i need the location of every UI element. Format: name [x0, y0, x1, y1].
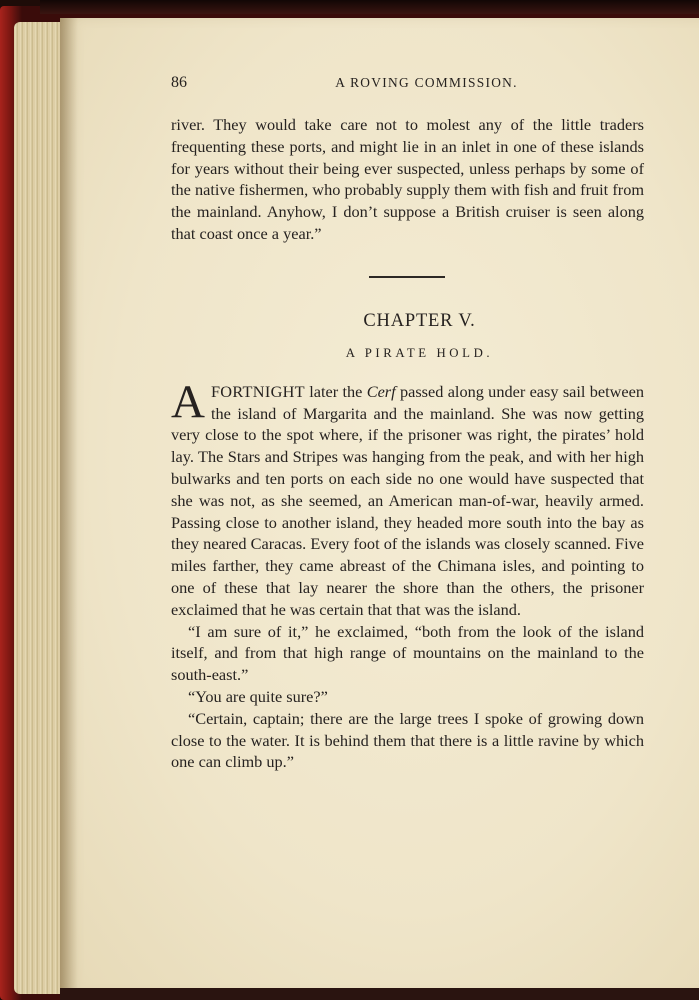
- ship-name: Cerf: [366, 381, 396, 401]
- chapter-body: [171, 375, 644, 773]
- opening-paragraph: [171, 375, 644, 621]
- dialogue-paragraph: “I am sure of it,” he exclaimed, “both from the look of the island itself, and from that high range of mountains on the mainland to the south-east.”: [171, 621, 644, 685]
- book-cover-top-edge: [40, 0, 699, 14]
- opening-text-part: later the: [304, 381, 367, 401]
- lead-word: FORTNIGHT: [210, 381, 305, 401]
- dialogue-paragraph: “You are quite sure?”: [188, 686, 328, 706]
- bottom-edge: [60, 988, 699, 1000]
- running-title: A ROVING COMMISSION.: [335, 75, 518, 90]
- page-text-block: [171, 70, 644, 773]
- page-number: 86: [171, 74, 187, 91]
- chapter-heading: CHAPTER V.: [363, 310, 476, 331]
- dialogue-paragraph: “Certain, captain; there are the large trees I spoke of growing down close to the water. It is behind them that there is a little ravine by which one can climb up.”: [171, 708, 644, 772]
- gutter-shadow: [60, 18, 78, 994]
- chapter-subtitle: A PIRATE HOLD.: [345, 345, 494, 360]
- opening-text-part: passed along under easy sail between the island of Margarita and the mainland. She was now getting very close to the spot where, if the prisoner was right, the pirates’ hold lay. The Stars and Stripes was hanging from the peak, and with her high bulwarks and ten ports on each side no one would have suspected that she was not, as she seemed, an American man-of-war, heavily armed. Passing close to another island, they headed more south into the bay as they neared Caracas. Every foot of the islands was closely scanned. Five miles farther, they came abreast of the Chimana isles, and pointing to one of these that lay nearer the shore than the others, the prisoner exclaimed that he was certain that that was the island.: [171, 381, 644, 619]
- drop-cap: A: [171, 375, 205, 428]
- continuation-paragraph: river. They would take care not to molest any of the little traders frequenting these ports, and might lie in an inlet in one of these islands for years without their being ever suspected, unless perhaps by some of the native fishermen, who probably supply them with fish and fruit from the mainland. Anyhow, I don’t suppose a British cruiser is seen along that coast once a year.”: [171, 115, 644, 243]
- section-divider: [369, 276, 445, 278]
- running-head: [171, 74, 644, 98]
